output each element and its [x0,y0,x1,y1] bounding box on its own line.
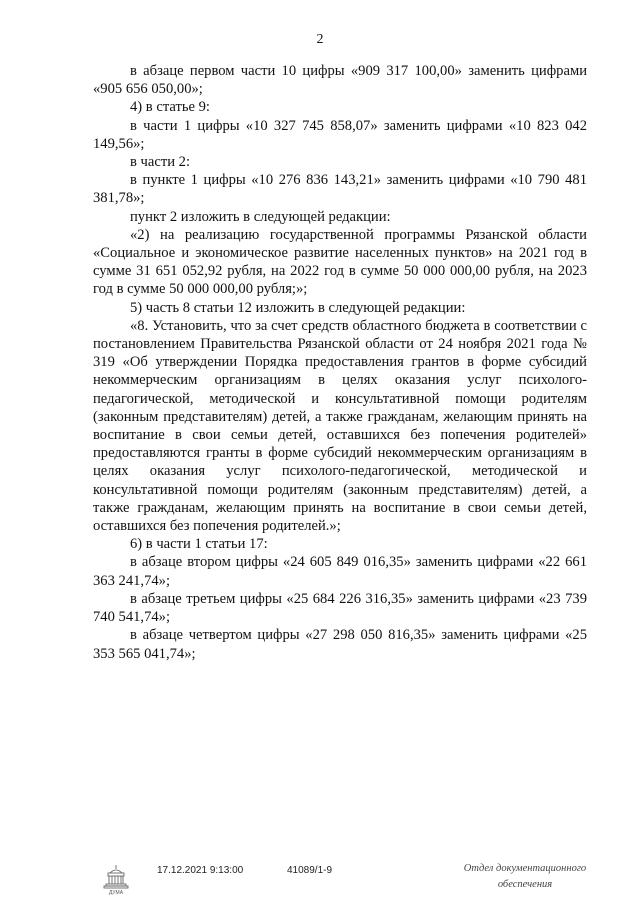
paragraph: 5) часть 8 статьи 12 изложить в следующей редакции: [130,299,466,316]
paragraph: 4) в статье 9: [130,99,210,116]
paragraph: 6) в части 1 статьи 17: [130,536,268,553]
paragraph: в части 1 цифры «10 327 745 858,07» заменить цифрами «10 823 042 149,56»; [93,117,587,152]
paragraph: в абзаце втором цифры «24 605 849 016,35» заменить цифрами «22 661 363 241,74»; [93,554,587,589]
page-number: 2 [316,32,324,47]
department-line-2: обеспечения [497,879,553,890]
paragraph: «8. Установить, что за счет средств областного бюджета в соответствии с постановлением Правительства Рязанской области от 24 ноября 2021 года № 319 «Об утверждении Порядка предоставления грантов в форме субсидий некоммерческим организациям в целях оказания услуг психолого-педагогической, методической и консультативной помощи родителям (законным представителям) детей, а также гражданам, желающим принять на воспитание в свои семьи детей, оставшихся без попечения родителей» предоставляются гранты в форме субсидий некоммерческим организациям в целях оказания услуг психолого-педагогической, методической и консультативной помощи родителям (законным представителям) детей, а также гражданам, желающим принять на воспитание в свои семьи детей, оставшихся без попечения родителей.»; [93,317,587,535]
footer-timestamp: 17.12.2021 9:13:00 [157,865,244,876]
department-line-1: Отдел документационного [463,863,587,874]
footer-doc-number: 41089/1-9 [287,865,333,876]
paragraph: в абзаце четвертом цифры «27 298 050 816,35» заменить цифрами «25 353 565 041,74»; [93,627,587,662]
paragraph: в пункте 1 цифры «10 276 836 143,21» заменить цифрами «10 790 481 381,78»; [93,172,587,207]
footer [0,861,640,901]
paragraph: пункт 2 изложить в следующей редакции: [130,208,391,225]
paragraph: «2) на реализацию государственной программы Рязанской области «Социальное и экономическое развитие населенных пунктов» на 2021 год в сумме 31 651 052,92 рубля, на 2022 год в сумме 50 000 000,00 рубля, на 2023 год в сумме 50 000 000,00 рубля;»; [93,226,587,298]
paragraph: в абзаце третьем цифры «25 684 226 316,35» заменить цифрами «23 739 740 541,74»; [93,590,587,626]
department-stamp [440,861,610,893]
document-body [93,62,587,663]
svg-text:ДУМА: ДУМА [108,890,124,895]
paragraph: в части 2: [130,154,191,171]
paragraph: в абзаце первом части 10 цифры «909 317 100,00» заменить цифрами «905 656 050,00»; [93,63,587,98]
duma-logo-icon [100,863,132,895]
